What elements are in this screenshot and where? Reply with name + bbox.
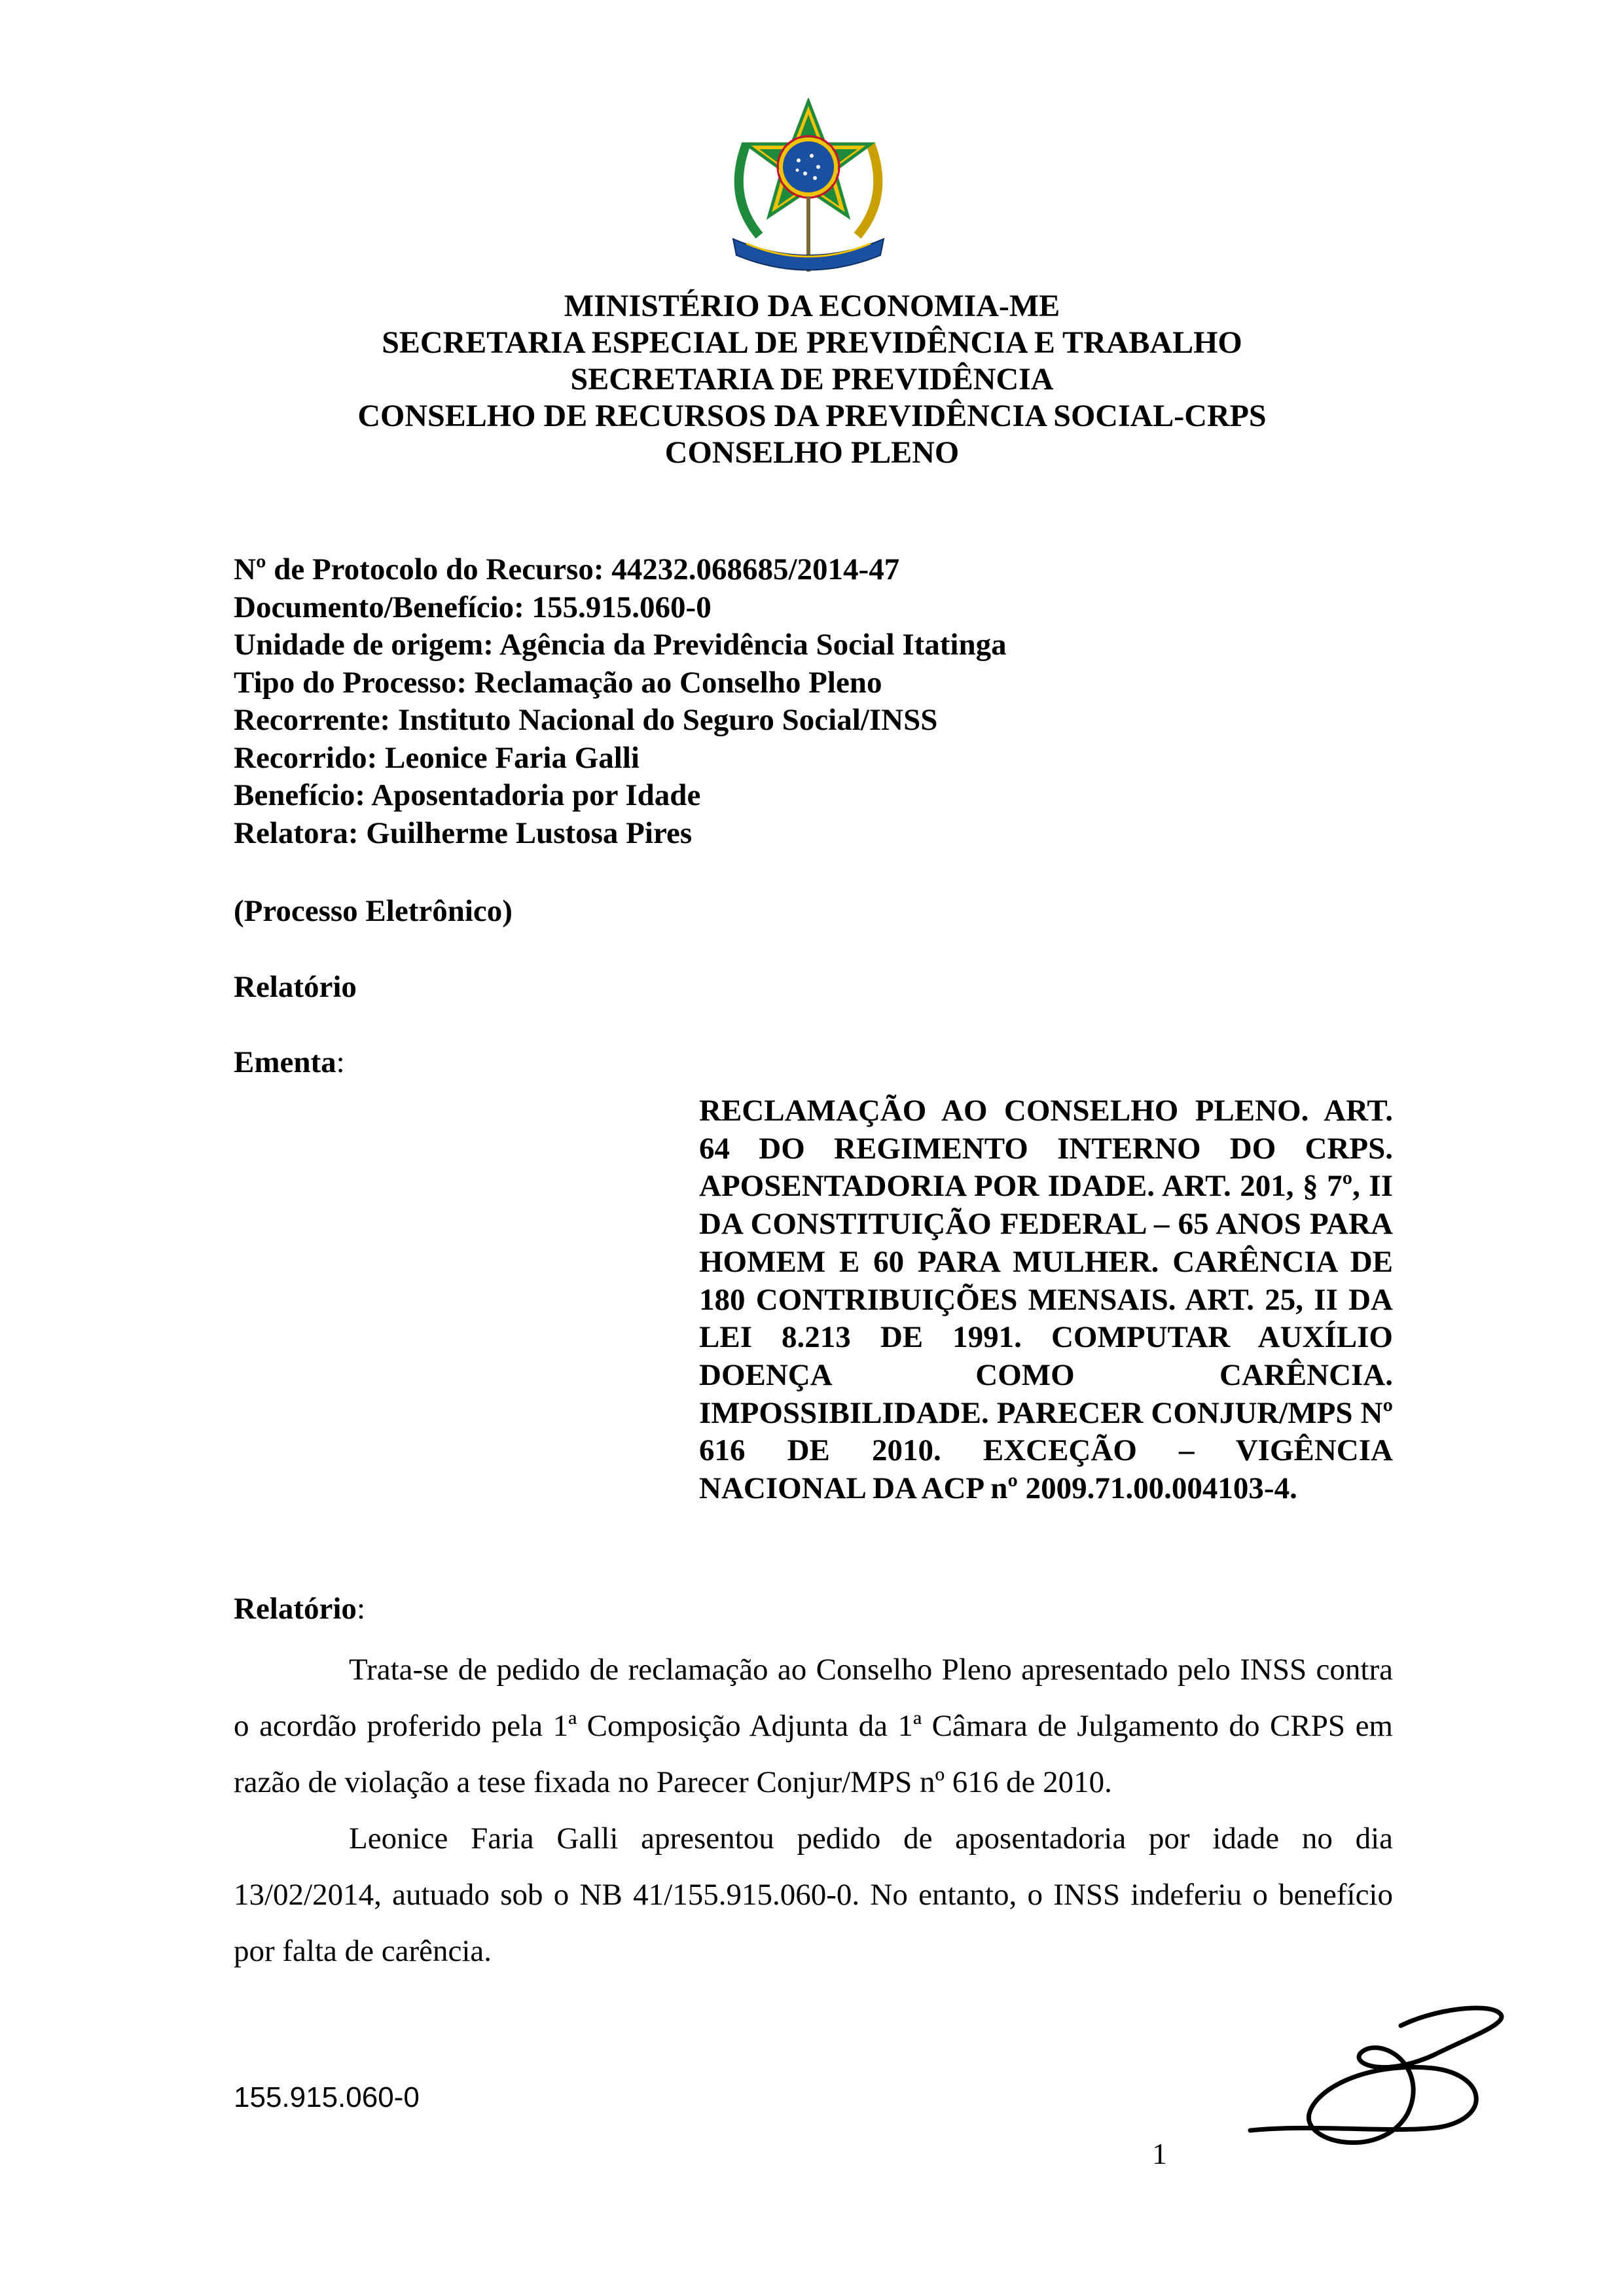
report-label <box>234 1590 365 1627</box>
info-document: Documento/Benefício: 155.915.060-0 <box>234 590 712 624</box>
document-header <box>0 288 1624 471</box>
ementa-label <box>234 1044 345 1081</box>
ementa-summary: RECLAMAÇÃO AO CONSELHO PLENO. ART. 64 DO REGIMENTO INTERNO DO CRPS. APOSENTADORIA POR IDADE. ART. 201, § 7º, II DA CONSTITUIÇÃO FEDERAL – 65 ANOS PARA HOMEM E 60 PARA MULHER. CARÊNCIA DE 180 CONTRIBUIÇÕES MENSAIS. ART. 25, II DA LEI 8.213 DE 1991. COMPUTAR AUXÍLIO DOENÇA COMO CARÊNCIA. IMPOSSIBILIDADE. PARECER CONJUR/MPS Nº 616 DE 2010. EXCEÇÃO – VIGÊNCIA NACIONAL DA ACP nº 2009.71.00.004103-4. <box>699 1094 1393 1506</box>
report-body <box>234 1641 1393 1979</box>
handwritten-signature <box>1237 1996 1512 2160</box>
report-label-text: Relatório <box>234 1592 357 1626</box>
report-paragraph: Leonice Faria Galli apresentou pedido de aposentadoria por idade no dia 13/02/2014, autuado sob o NB 41/155.915.060-0. No entanto, o INSS indeferiu o benefício por falta de carência. <box>234 1821 1393 1968</box>
info-appellant: Recorrente: Instituto Nacional do Seguro Social/INSS <box>234 703 938 737</box>
info-benefit: Benefício: Aposentadoria por Idade <box>234 778 701 812</box>
ementa-colon: : <box>336 1045 345 1079</box>
info-rapporteur: Relatora: Guilherme Lustosa Pires <box>234 816 693 850</box>
header-secretariat: SECRETARIA DE PREVIDÊNCIA <box>570 362 1054 397</box>
footer-document-id: 155.915.060-0 <box>234 2081 420 2113</box>
header-full-council: CONSELHO PLENO <box>664 435 960 470</box>
report-title-text: Relatório <box>234 970 357 1004</box>
header-council: CONSELHO DE RECURSOS DA PREVIDÊNCIA SOCIAL-CRPS <box>357 399 1267 433</box>
ementa-label-text: Ementa <box>234 1045 336 1079</box>
header-special-secretariat: SECRETARIA ESPECIAL DE PREVIDÊNCIA E TRABALHO <box>382 325 1242 360</box>
report-colon: : <box>356 1592 365 1626</box>
brazil-coat-of-arms-emblem <box>720 98 897 281</box>
info-respondent: Recorrido: Leonice Faria Galli <box>234 740 640 775</box>
info-process-type: Tipo do Processo: Reclamação ao Conselho Pleno <box>234 665 882 700</box>
info-protocol: Nº de Protocolo do Recurso: 44232.068685/2014-47 <box>234 552 900 586</box>
header-ministry: MINISTÉRIO DA ECONOMIA-ME <box>564 289 1060 323</box>
page-number: 1 <box>1152 2137 1167 2170</box>
electronic-process-text: (Processo Eletrônico) <box>234 894 513 928</box>
report-paragraph: Trata-se de pedido de reclamação ao Conselho Pleno apresentado pelo INSS contra o acordão proferido pela 1ª Composição Adjunta da 1ª Câmara de Julgamento do CRPS em razão de violação a tese fixada no Parecer Conjur/MPS nº 616 de 2010. <box>234 1653 1393 1799</box>
info-origin-unit: Unidade de origem: Agência da Previdência Social Itatinga <box>234 628 1007 662</box>
case-info-block <box>234 551 1007 852</box>
electronic-process-label <box>234 893 513 929</box>
report-title <box>234 969 357 1005</box>
